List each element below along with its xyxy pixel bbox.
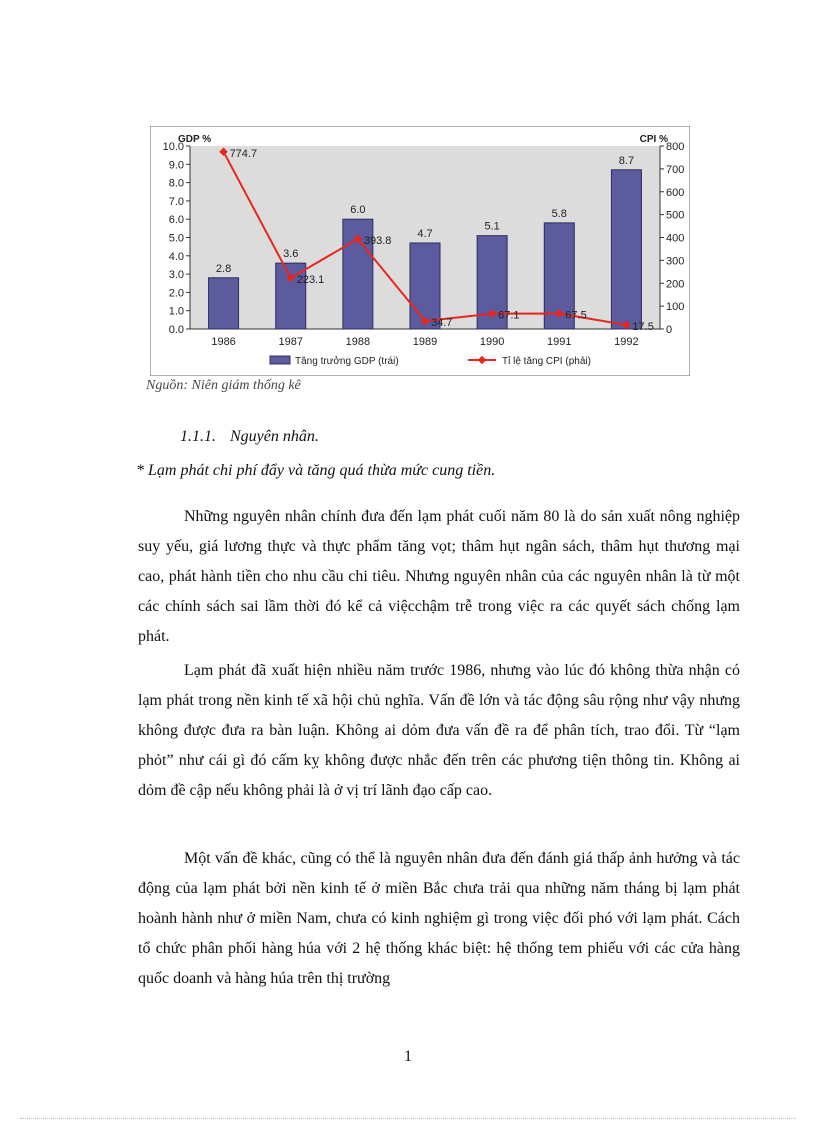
x-tick-label: 1992 [614, 336, 639, 348]
section-heading [180, 428, 319, 446]
page-number: 1 [404, 1048, 412, 1065]
section-number: 1.1.1. [180, 428, 216, 445]
legend-cpi-label: Tỉ lệ tăng CPI (phải) [502, 356, 591, 367]
left-tick-label: 0.0 [168, 324, 184, 336]
left-tick-label: 10.0 [162, 141, 184, 153]
gdp-bar [611, 170, 641, 329]
gdp-cpi-chart [150, 126, 690, 376]
x-tick-label: 1987 [278, 336, 303, 348]
gdp-bar-label: 3.6 [283, 248, 299, 261]
cpi-point-label: 223.1 [296, 273, 325, 286]
cpi-point-label: 67.1 [498, 309, 520, 322]
x-tick-label: 1986 [211, 336, 236, 348]
paragraph-1: Những nguyên nhân chính đưa đến lạm phát cuối năm 80 là do sản xuất nông nghiệp suy yếu, giá lương thực và thực phẩm tăng vọt; thâm hụt ngân sách, thâm hụt thương mại cao, phát hành tiền cho nhu cầu chi tiêu. Nhưng nguyên nhân của các nguyên nhân là từ một các chính sách sai lầm thời đó kể cả việcchậm trễ trong việc ra các quyết sách chống lạm phát. [138, 508, 740, 645]
left-tick-label: 9.0 [168, 159, 184, 172]
right-tick-label: 400 [666, 232, 685, 245]
page-bottom-rule [20, 1118, 796, 1119]
cpi-point-label: 774.7 [229, 147, 258, 160]
right-axis-title: CPI % [639, 134, 668, 145]
x-tick-label: 1988 [345, 336, 371, 348]
x-tick-label: 1991 [547, 336, 572, 348]
left-tick-label: 8.0 [168, 177, 184, 190]
left-tick-label: 2.0 [168, 287, 184, 300]
gdp-bar-label: 4.7 [417, 227, 433, 240]
left-tick-label: 7.0 [168, 195, 184, 208]
x-tick-label: 1989 [412, 336, 438, 348]
gdp-bar-label: 2.8 [215, 262, 232, 275]
gdp-bar-label: 5.8 [551, 207, 567, 220]
right-tick-label: 300 [666, 255, 685, 268]
right-tick-label: 0 [666, 324, 673, 336]
right-tick-label: 200 [666, 278, 685, 291]
right-tick-label: 100 [666, 301, 685, 314]
cpi-point-label: 67.5 [565, 309, 587, 322]
cpi-point-label: 17.5 [632, 320, 654, 333]
gdp-bar-label: 6.0 [350, 204, 366, 217]
left-tick-label: 3.0 [168, 269, 184, 282]
x-tick-label: 1990 [479, 336, 505, 348]
right-tick-label: 500 [666, 209, 685, 222]
gdp-bar [209, 278, 239, 329]
chart-source: Nguồn: Niên giám thống kê [146, 378, 301, 393]
cpi-point-label: 393.8 [363, 234, 392, 247]
chart-svg [150, 126, 690, 376]
legend-gdp-swatch [270, 356, 290, 364]
right-tick-label: 700 [666, 163, 685, 176]
left-tick-label: 4.0 [168, 250, 184, 263]
gdp-bar-label: 8.7 [618, 154, 635, 167]
gdp-bar-label: 5.1 [484, 220, 500, 233]
right-tick-label: 600 [666, 186, 685, 199]
left-tick-label: 1.0 [168, 305, 184, 318]
paragraph-2: Lạm phát đã xuất hiện nhiều năm trước 1986, nhưng vào lúc đó không thừa nhận có lạm phát trong nền kinh tế xã hội chủ nghĩa. Vấn đề lớn và tác động sâu rộng như vậy nhưng không được đưa ra bàn luận. Không ai dỏm đưa vấn đề ra để phân tích, trao đổi. Từ “lạm phỏt” như cái gì đó cấm kỵ không được nhắc đến trên các phương tiện thông tin. Không ai dỏm đề cập nếu không phải là ở vị trí lãnh đạo cấp cao. [138, 662, 740, 799]
cpi-point-label: 34.7 [431, 317, 453, 330]
paragraph-3: Một vấn đề khác, cũng có thể là nguyên nhân đưa đến đánh giá thấp ảnh hưởng và tác động của lạm phát bởi nền kinh tế ở miền Bắc chưa trải qua những năm tháng bị lạm phát hoành hành như ở miền Nam, chưa có kinh nghiệm gì trong việc đối phó với lạm phát. Cách tổ chức phân phối hàng húa với 2 hệ thống khác biệt: hệ thống tem phiếu với các cửa hàng quốc doanh và hàng húa trên thị trường [138, 850, 740, 987]
section-title: Nguyên nhân. [230, 428, 319, 445]
left-tick-label: 5.0 [168, 232, 184, 245]
right-tick-label: 800 [666, 141, 685, 153]
legend-gdp-label: Tăng trưởng GDP (trái) [295, 356, 399, 367]
left-tick-label: 6.0 [168, 214, 184, 227]
left-axis-title: GDP % [178, 134, 212, 145]
subheading: * Lạm phát chi phí đẩy và tăng quá thừa mức cung tiền. [136, 462, 496, 479]
